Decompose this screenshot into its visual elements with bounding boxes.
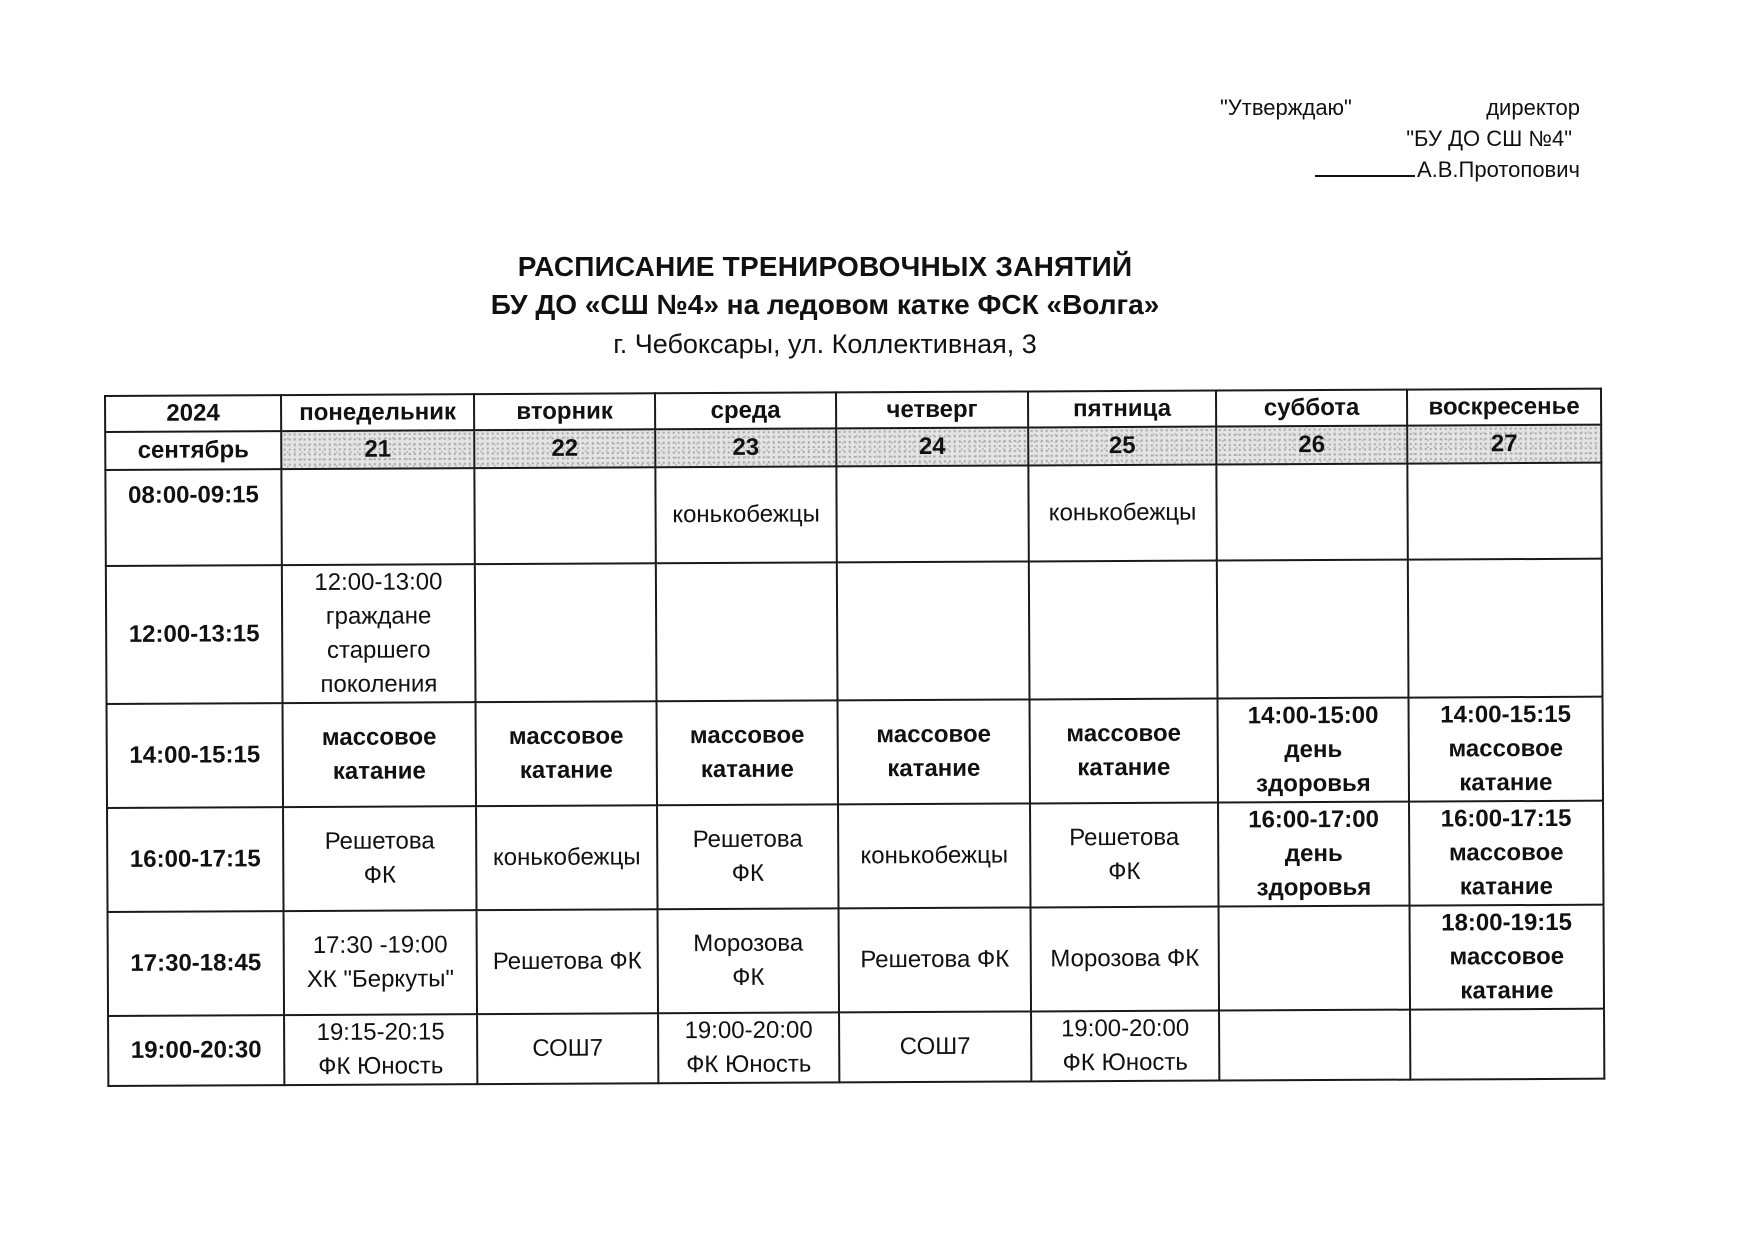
schedule-cell: конькобежцы bbox=[1028, 465, 1216, 562]
schedule-cell: СОШ7 bbox=[839, 1011, 1031, 1082]
date-cell: 23 bbox=[655, 428, 836, 467]
day-name-cell: среда bbox=[655, 392, 836, 429]
schedule-cell bbox=[837, 561, 1030, 700]
schedule-cell: 12:00-13:00 граждане старшего поколения bbox=[282, 564, 476, 703]
document-address: г. Чебоксары, ул. Коллективная, 3 bbox=[613, 329, 1037, 359]
date-cell: 25 bbox=[1028, 427, 1216, 466]
time-slot-cell: 12:00-13:15 bbox=[106, 565, 283, 704]
position-text: директор bbox=[1486, 95, 1580, 120]
date-cell: 24 bbox=[836, 427, 1028, 466]
document-subtitle: БУ ДО «СШ №4» на ледовом катке ФСК «Волга» bbox=[490, 289, 1160, 320]
schedule-row bbox=[108, 1009, 1604, 1086]
schedule-cell bbox=[1219, 906, 1411, 1011]
schedule-cell: конькобежцы bbox=[838, 803, 1031, 908]
schedule-cell bbox=[474, 467, 655, 564]
signature-line bbox=[1315, 157, 1415, 177]
approval-line-1 bbox=[1220, 92, 1580, 123]
schedule-row bbox=[107, 697, 1603, 808]
schedule-cell: 19:15-20:15 ФК Юность bbox=[284, 1014, 477, 1085]
day-name-cell: суббота bbox=[1216, 390, 1407, 427]
time-slot-cell: 17:30-18:45 bbox=[108, 911, 285, 1016]
schedule-cell bbox=[1219, 1010, 1410, 1081]
schedule-cell: 17:30 -19:00 ХК "Беркуты" bbox=[284, 910, 478, 1015]
schedule-cell bbox=[836, 465, 1028, 562]
schedule-cell: Решетова ФК bbox=[657, 804, 839, 909]
schedule-cell bbox=[1407, 463, 1601, 560]
date-cell: 22 bbox=[474, 429, 655, 468]
schedule-cell bbox=[1029, 561, 1218, 700]
year-cell: 2024 bbox=[105, 395, 281, 432]
schedule-row bbox=[107, 801, 1603, 912]
schedule-cell: 14:00-15:15 массовое катание bbox=[1408, 697, 1603, 802]
schedule-cell bbox=[1217, 560, 1409, 699]
schedule-cell: Морозова ФК bbox=[1031, 907, 1220, 1012]
schedule-cell: 16:00-17:00 день здоровья bbox=[1218, 802, 1410, 907]
schedule-row bbox=[105, 463, 1601, 566]
time-slot-cell: 08:00-09:15 bbox=[105, 469, 281, 566]
schedule-cell bbox=[656, 562, 838, 701]
schedule-cell: СОШ7 bbox=[477, 1013, 658, 1084]
schedule-cell bbox=[1410, 1009, 1604, 1080]
schedule-cell: массовое катание bbox=[283, 702, 477, 807]
document-title-block bbox=[0, 248, 1702, 364]
date-cell: 21 bbox=[281, 430, 474, 469]
schedule-cell bbox=[475, 563, 657, 702]
schedule-cell bbox=[1408, 559, 1603, 698]
date-cell: 27 bbox=[1407, 425, 1601, 464]
schedule-cell: 14:00-15:00 день здоровья bbox=[1217, 698, 1409, 803]
date-cell: 26 bbox=[1216, 426, 1407, 465]
schedule-table bbox=[104, 388, 1605, 1087]
schedule-cell: массовое катание bbox=[657, 700, 839, 805]
schedule-cell: 18:00-19:15 массовое катание bbox=[1410, 905, 1605, 1010]
month-cell: сентябрь bbox=[105, 431, 281, 470]
schedule-cell: Решетова ФК bbox=[1030, 803, 1219, 908]
schedule-cell: Решетова ФК bbox=[477, 909, 659, 1014]
schedule-cell: 19:00-20:00 ФК Юность bbox=[658, 1012, 839, 1083]
time-slot-cell: 16:00-17:15 bbox=[107, 807, 284, 912]
schedule-cell: Решетова ФК bbox=[839, 907, 1032, 1012]
schedule-cell: конькобежцы bbox=[655, 466, 836, 563]
approve-text: "Утверждаю" bbox=[1220, 95, 1352, 120]
schedule-row bbox=[106, 559, 1603, 704]
time-slot-cell: 19:00-20:30 bbox=[108, 1015, 284, 1086]
schedule-cell: Морозова ФК bbox=[658, 908, 840, 1013]
schedule-cell: 16:00-17:15 массовое катание bbox=[1409, 801, 1604, 906]
day-name-cell: понедельник bbox=[281, 394, 474, 431]
schedule-cell: конькобежцы bbox=[476, 805, 658, 910]
schedule-cell: массовое катание bbox=[1029, 699, 1218, 804]
schedule-cell bbox=[1216, 464, 1407, 561]
organization-text: "БУ ДО СШ №4" bbox=[1406, 126, 1572, 151]
approval-block bbox=[1220, 92, 1580, 185]
schedule-cell bbox=[281, 468, 474, 565]
schedule-cell: массовое катание bbox=[838, 699, 1031, 804]
approval-line-2 bbox=[1220, 123, 1580, 154]
time-slot-cell: 14:00-15:15 bbox=[107, 703, 284, 808]
day-name-cell: вторник bbox=[474, 393, 655, 430]
document-title: РАСПИСАНИЕ ТРЕНИРОВОЧНЫХ ЗАНЯТИЙ bbox=[517, 251, 1133, 282]
day-name-cell: воскресенье bbox=[1407, 389, 1601, 426]
signatory-name: А.В.Протопович bbox=[1416, 157, 1580, 182]
schedule-cell: массовое катание bbox=[476, 701, 658, 806]
day-name-cell: пятница bbox=[1028, 391, 1216, 428]
schedule-cell: Решетова ФК bbox=[283, 806, 477, 911]
approval-line-3 bbox=[1220, 154, 1580, 185]
schedule-cell: 19:00-20:00 ФК Юность bbox=[1031, 1011, 1219, 1082]
schedule-row bbox=[108, 905, 1604, 1016]
day-name-cell: четверг bbox=[836, 391, 1028, 428]
